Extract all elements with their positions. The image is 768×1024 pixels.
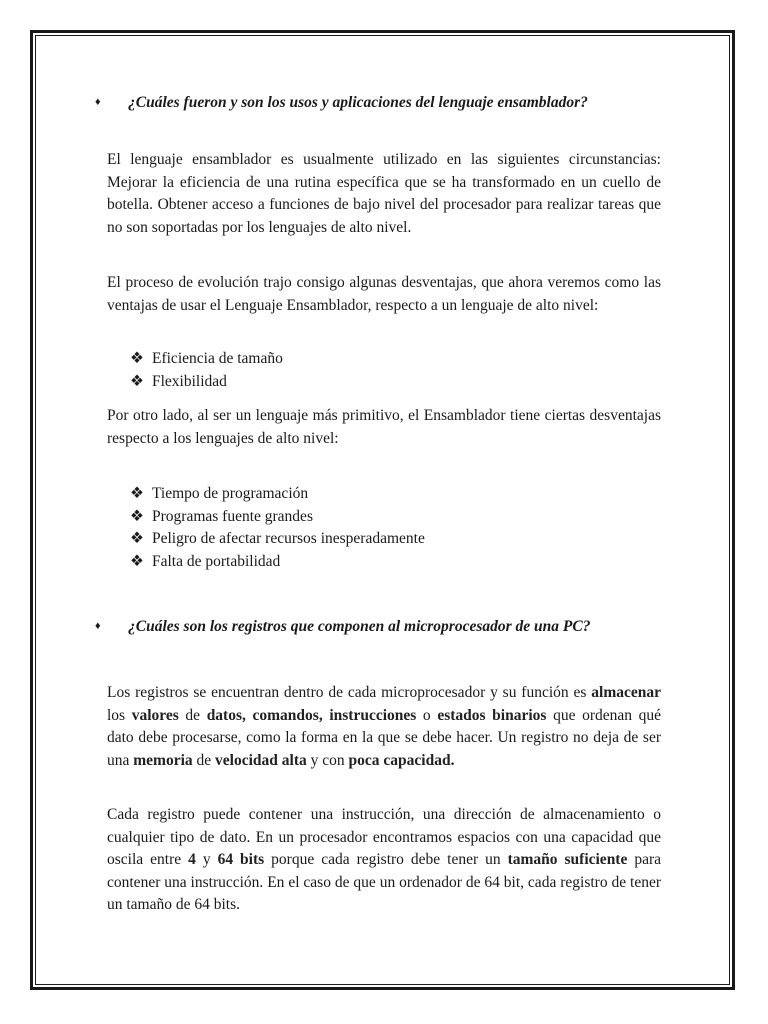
paragraph-desventajas: Por otro lado, al ser un lenguaje más primitivo, el Ensamblador tiene ciertas desventajas respecto a los lenguajes de alto nivel: <box>107 407 661 447</box>
list-item: ❖ Falta de portabilidad <box>130 551 425 574</box>
paragraph-evolucion: El proceso de evolución trajo consigo algunas desventajas, que ahora veremos como las ventajas de usar el Lenguaje Ensamblador, respecto a un lenguaje de alto nivel: <box>107 274 661 314</box>
question-text: ¿Cuáles son los registros que componen al microprocesador de una PC? <box>128 618 591 635</box>
diamond-bullet-icon: ❖ <box>130 530 144 547</box>
question-usos <box>95 94 588 112</box>
question-text: ¿Cuáles fueron y son los usos y aplicaciones del lenguaje ensamblador? <box>128 94 588 111</box>
list-item: ❖ Tiempo de programación <box>130 483 425 506</box>
advantages-list <box>130 348 283 393</box>
diamond-bullet-icon: ♦ <box>95 620 101 632</box>
diamond-bullet-icon: ❖ <box>130 372 144 390</box>
diamond-bullet-icon: ❖ <box>130 552 144 570</box>
list-item: ❖ Eficiencia de tamaño <box>130 348 283 371</box>
diamond-bullet-icon: ♦ <box>95 96 101 108</box>
list-item: ❖ Peligro de afectar recursos inesperadamente <box>130 528 425 551</box>
list-item: ❖ Programas fuente grandes <box>130 506 425 529</box>
disadvantages-list <box>130 483 425 573</box>
diamond-bullet-icon: ❖ <box>130 485 144 502</box>
diamond-bullet-icon: ❖ <box>130 507 144 525</box>
diamond-bullet-icon: ❖ <box>130 350 144 367</box>
question-registros <box>95 618 590 636</box>
list-item: ❖ Flexibilidad <box>130 371 283 394</box>
paragraph-registros: Los registros se encuentran dentro de cada microprocesador y su función es almacenar los valores de datos, comandos, instrucciones o estados binarios que ordenan qué dato debe procesarse, como la forma en la que se debe hacer. Un registro no deja de ser una memoria de velocidad alta y con poca capacidad. <box>107 684 661 769</box>
paragraph-usos: El lenguaje ensamblador es usualmente utilizado en las siguientes circunstancias: Mejorar la eficiencia de una rutina específica que se ha transformado en un cuello de botella. Obtener acceso a funciones de bajo nivel del procesador para realizar tareas que no son soportadas por los lenguajes de alto nivel. <box>107 151 661 236</box>
paragraph-capacidad: Cada registro puede contener una instrucción, una dirección de almacenamiento o cualquier tipo de dato. En un procesador encontramos espacios con una capacidad que oscila entre 4 y 64 bits porque cada registro debe tener un tamaño suficiente para contener una instrucción. En el caso de que un ordenador de 64 bit, cada registro de tener un tamaño de 64 bits. <box>107 806 662 913</box>
